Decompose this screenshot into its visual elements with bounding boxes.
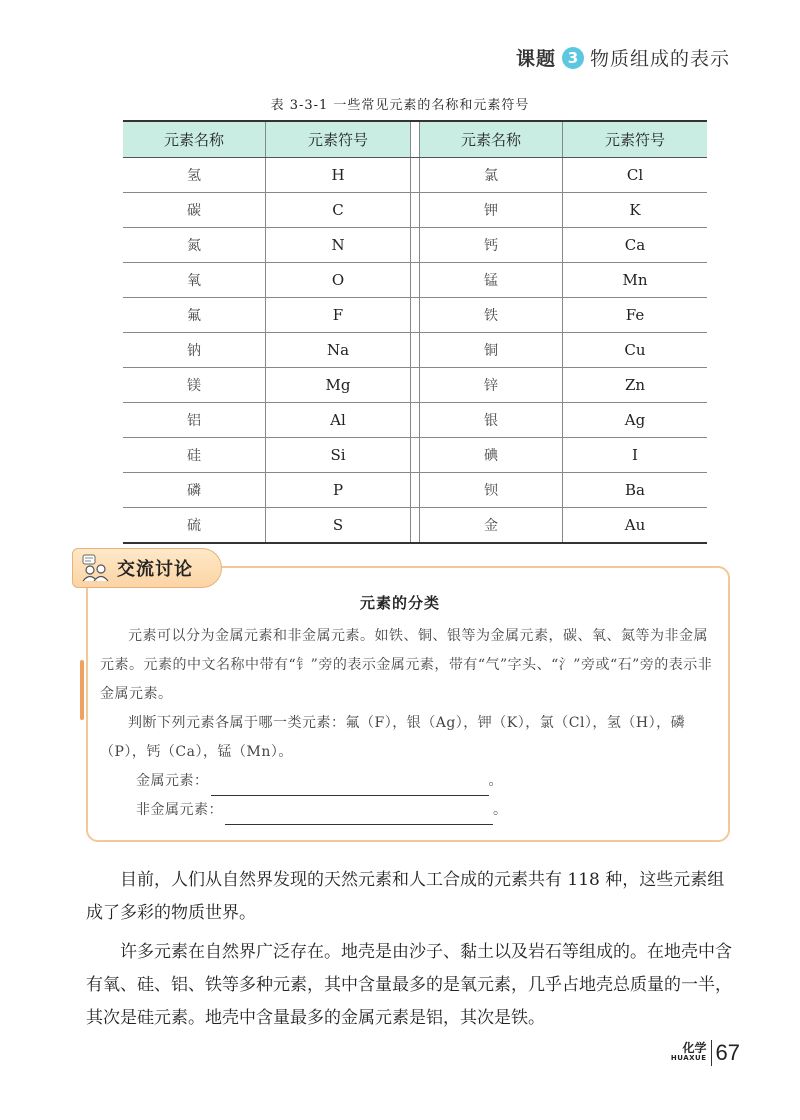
chapter-header xyxy=(516,44,730,71)
table-row xyxy=(123,333,707,368)
element-symbol-left: Al xyxy=(266,403,411,438)
discussion-tag xyxy=(72,548,222,588)
table-row xyxy=(123,298,707,333)
body-paragraph-2: 许多元素在自然界广泛存在。地壳是由沙子、黏土以及岩石等组成的。在地壳中含有氧、硅、铝、铁等多种元素，其中含量最多的是氧元素，几乎占地壳总质量的一半，其次是硅元素。地壳中含量最多的金属元素是铝，其次是铁。 xyxy=(86,942,732,1028)
subject-en: HUAXUE xyxy=(670,1054,707,1062)
metal-answer-blank[interactable] xyxy=(211,777,489,796)
element-symbol-right: I xyxy=(563,438,708,473)
metal-end-mark: 。 xyxy=(488,773,503,789)
column-separator xyxy=(411,403,420,438)
element-symbol-right: Mn xyxy=(563,263,708,298)
element-symbol-left: H xyxy=(266,158,411,193)
element-name-right: 碘 xyxy=(420,438,563,473)
element-symbol-right: K xyxy=(563,193,708,228)
element-symbol-left: Na xyxy=(266,333,411,368)
element-symbol-left: N xyxy=(266,228,411,263)
element-name-right: 锰 xyxy=(420,263,563,298)
metal-label: 金属元素： xyxy=(136,773,209,789)
element-symbol-right: Ca xyxy=(563,228,708,263)
nonmetal-label: 非金属元素： xyxy=(136,802,223,818)
metal-answer-row xyxy=(100,767,720,796)
table-caption: 表 3-3-1 一些常见元素的名称和元素符号 xyxy=(270,98,530,113)
topic-label: 课题 xyxy=(515,48,556,70)
element-name-right: 钾 xyxy=(420,193,563,228)
table-row xyxy=(123,263,707,298)
column-separator xyxy=(411,438,420,473)
footer-divider xyxy=(711,1040,712,1066)
column-separator xyxy=(411,193,420,228)
nonmetal-answer-row xyxy=(100,796,720,825)
body-paragraph-1: 目前，人们从自然界发现的天然元素和人工合成的元素共有 118 种，这些元素组成了多彩的物质世界。 xyxy=(86,870,725,923)
element-name-left: 氢 xyxy=(123,158,266,193)
element-symbol-right: Ag xyxy=(563,403,708,438)
element-symbol-left: S xyxy=(266,508,411,544)
subject-zh: 化学 xyxy=(682,1041,707,1055)
body-text xyxy=(86,864,736,1041)
header-element-name-right: 元素名称 xyxy=(420,121,563,158)
element-symbol-right: Cl xyxy=(563,158,708,193)
discussion-paragraph-1: 元素可以分为金属元素和非金属元素。如铁、铜、银等为金属元素，碳、氧、氮等为非金属元素。元素的中文名称中带有“钅”旁的表示金属元素，带有“气”字头、“氵”旁或“石”旁的表示非金属元素。 xyxy=(100,628,713,702)
element-name-right: 铁 xyxy=(420,298,563,333)
element-symbol-right: Fe xyxy=(563,298,708,333)
table-row xyxy=(123,438,707,473)
column-separator xyxy=(411,368,420,403)
element-name-left: 硅 xyxy=(123,438,266,473)
topic-number-badge: 3 xyxy=(562,47,584,69)
table-body xyxy=(123,158,707,544)
discussion-side-accent xyxy=(80,660,84,720)
table-row xyxy=(123,368,707,403)
people-discussion-icon xyxy=(81,553,111,583)
discussion-content xyxy=(100,622,720,825)
column-separator xyxy=(411,298,420,333)
discussion-tag-title: 交流讨论 xyxy=(117,559,193,580)
header-element-name-left: 元素名称 xyxy=(123,121,266,158)
table-row xyxy=(123,228,707,263)
discussion-heading: 元素的分类 xyxy=(359,594,440,612)
table-row xyxy=(123,508,707,544)
column-separator xyxy=(411,121,420,158)
element-symbol-left: Si xyxy=(266,438,411,473)
element-name-left: 氟 xyxy=(123,298,266,333)
element-symbol-left: P xyxy=(266,473,411,508)
element-table-wrapper xyxy=(123,120,693,544)
element-symbol-left: F xyxy=(266,298,411,333)
nonmetal-end-mark: 。 xyxy=(493,802,508,818)
element-symbol-left: Mg xyxy=(266,368,411,403)
page-footer xyxy=(671,1040,740,1066)
discussion-paragraph-2: 判断下列元素各属于哪一类元素：氟（F），银（Ag），钾（K），氯（Cl），氢（H），磷（P），钙（Ca），锰（Mn）。 xyxy=(100,715,686,760)
element-name-left: 硫 xyxy=(123,508,266,544)
subject-mark xyxy=(671,1043,707,1063)
element-name-right: 钙 xyxy=(420,228,563,263)
element-name-right: 金 xyxy=(420,508,563,544)
element-name-left: 磷 xyxy=(123,473,266,508)
element-symbol-right: Ba xyxy=(563,473,708,508)
element-name-left: 碳 xyxy=(123,193,266,228)
nonmetal-answer-blank[interactable] xyxy=(225,806,493,825)
element-name-left: 氮 xyxy=(123,228,266,263)
column-separator xyxy=(411,508,420,544)
element-name-left: 氧 xyxy=(123,263,266,298)
element-table xyxy=(123,120,707,544)
element-name-right: 铜 xyxy=(420,333,563,368)
element-name-right: 氯 xyxy=(420,158,563,193)
column-separator xyxy=(411,333,420,368)
column-separator xyxy=(411,473,420,508)
column-separator xyxy=(411,158,420,193)
column-separator xyxy=(411,228,420,263)
element-name-right: 银 xyxy=(420,403,563,438)
element-symbol-left: O xyxy=(266,263,411,298)
table-row xyxy=(123,158,707,193)
element-name-left: 镁 xyxy=(123,368,266,403)
column-separator xyxy=(411,263,420,298)
element-name-right: 锌 xyxy=(420,368,563,403)
table-row xyxy=(123,473,707,508)
element-symbol-right: Cu xyxy=(563,333,708,368)
page-number: 67 xyxy=(715,1040,740,1065)
table-row xyxy=(123,193,707,228)
header-element-symbol-right: 元素符号 xyxy=(563,121,708,158)
element-name-right: 钡 xyxy=(420,473,563,508)
table-header-row xyxy=(123,121,707,158)
table-row xyxy=(123,403,707,438)
element-name-left: 铝 xyxy=(123,403,266,438)
element-symbol-right: Zn xyxy=(563,368,708,403)
element-symbol-left: C xyxy=(266,193,411,228)
element-symbol-right: Au xyxy=(563,508,708,544)
header-element-symbol-left: 元素符号 xyxy=(266,121,411,158)
element-name-left: 钠 xyxy=(123,333,266,368)
topic-subtitle: 物质组成的表示 xyxy=(589,48,730,70)
